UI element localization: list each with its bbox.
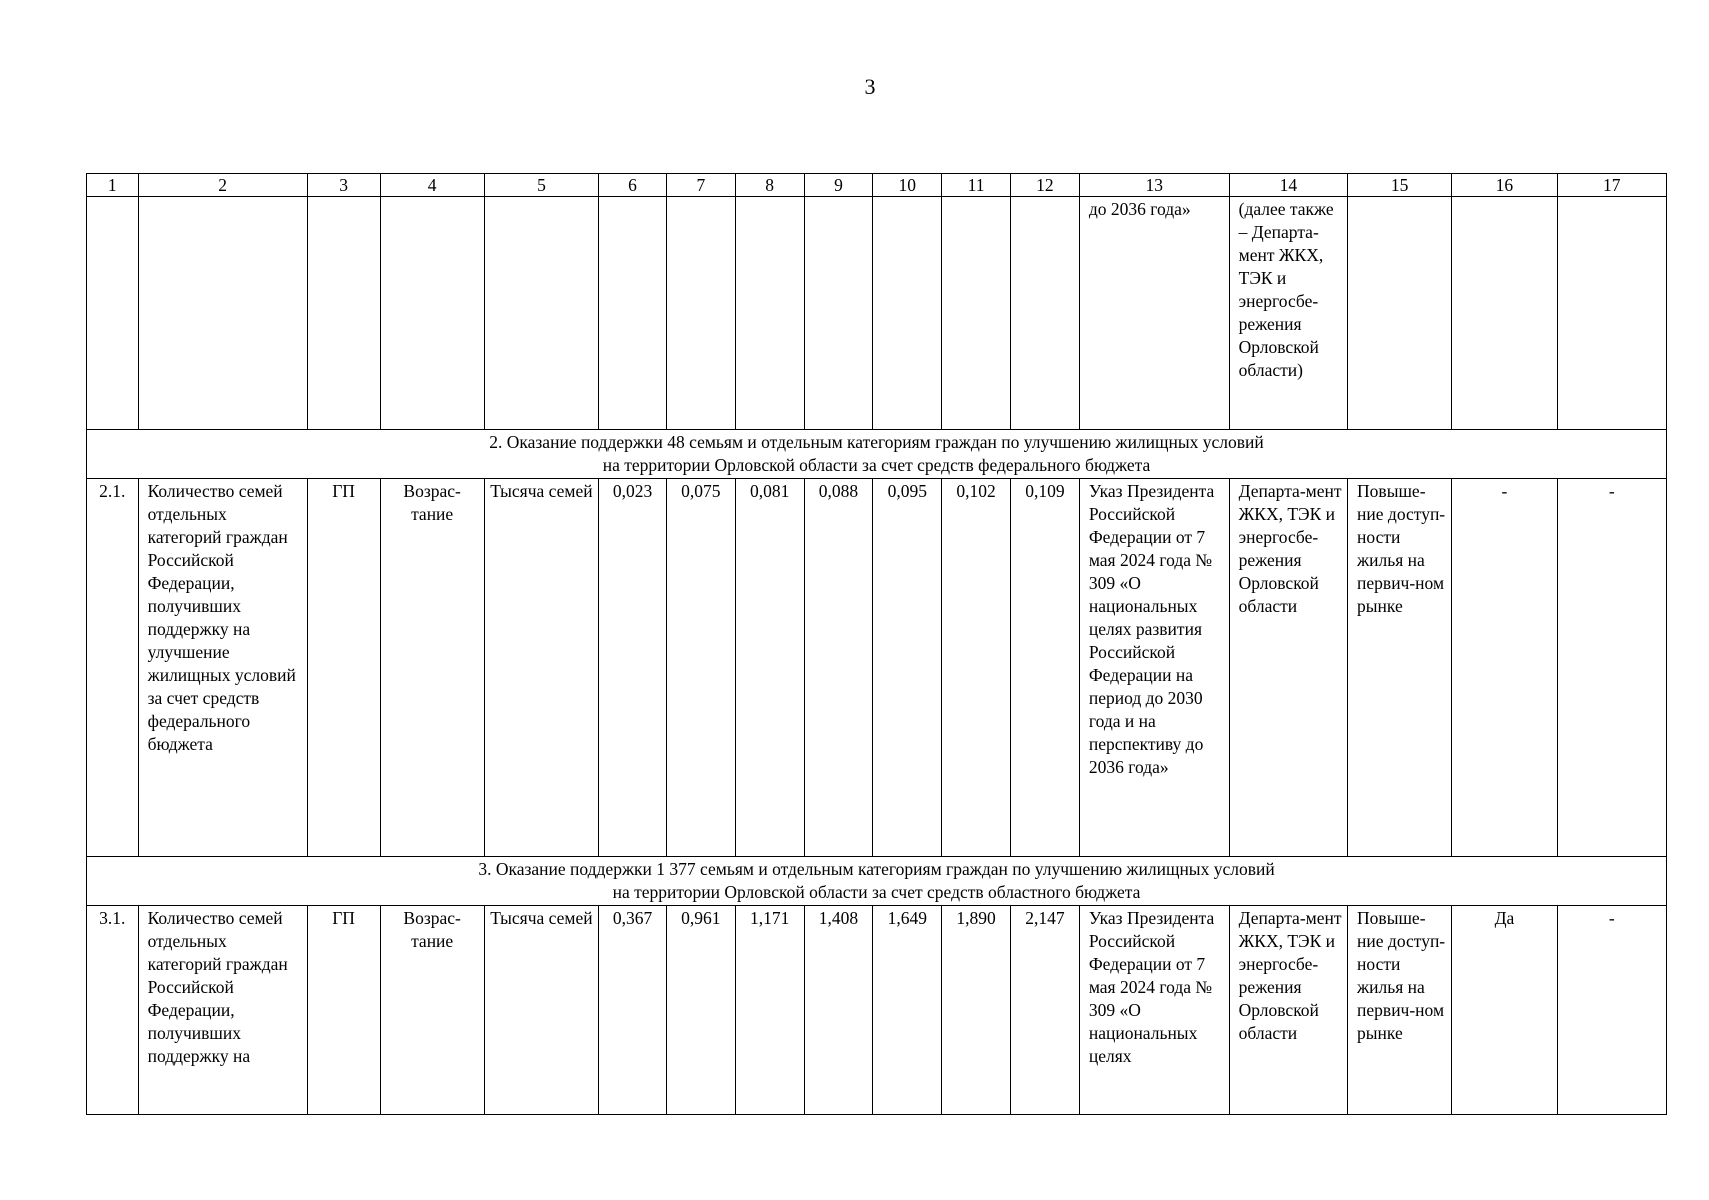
column-number: 5 xyxy=(484,174,598,197)
column-number: 2 xyxy=(138,174,307,197)
row-number: 3.1. xyxy=(87,906,139,1115)
section-heading-line: на территории Орловской области за счет средств областного бюджета xyxy=(612,881,1141,902)
responsible-cell: Департа-мент ЖКХ, ТЭК и энергосбе-режения Орловской области xyxy=(1229,479,1347,857)
value-cell: 0,088 xyxy=(804,479,873,857)
table-cell xyxy=(804,197,873,430)
document-basis-cell: Указ Президента Российской Федерации от 7 мая 2024 года № 309 «О национальных целях xyxy=(1079,906,1229,1115)
row-number: 2.1. xyxy=(87,479,139,857)
table-cell xyxy=(138,197,307,430)
column-number: 16 xyxy=(1452,174,1557,197)
column-number: 9 xyxy=(804,174,873,197)
section-heading-line: на территории Орловской области за счет средств федерального бюджета xyxy=(602,455,1151,476)
value-cell: 1,890 xyxy=(942,906,1011,1115)
column-number: 14 xyxy=(1229,174,1347,197)
column-number: 17 xyxy=(1557,174,1666,197)
column-number: 7 xyxy=(666,174,735,197)
table-cell xyxy=(380,197,484,430)
trend: Возрас-тание xyxy=(380,479,484,857)
goal-cell: Повыше-ние доступ-ности жилья на первич-ном рынке xyxy=(1348,906,1452,1115)
responsible-cell: (далее также – Департа-мент ЖКХ, ТЭК и энергосбе-режения Орловской области) xyxy=(1229,197,1347,430)
value-cell: 1,408 xyxy=(804,906,873,1115)
column-number: 11 xyxy=(942,174,1011,197)
section-3-heading-row xyxy=(87,856,1667,905)
section-2-heading-row xyxy=(87,430,1667,479)
section-heading-line: 3. Оказание поддержки 1 377 семьям и отдельным категориям граждан по улучшению жилищных условий xyxy=(478,858,1275,879)
goal-cell: Повыше-ние доступ-ности жилья на первич-ном рынке xyxy=(1348,479,1452,857)
column-number: 10 xyxy=(873,174,942,197)
responsible-cell: Департа-мент ЖКХ, ТЭК и энергосбе-режения Орловской области xyxy=(1229,906,1347,1115)
value-cell: 0,102 xyxy=(942,479,1011,857)
value-cell: 0,095 xyxy=(873,479,942,857)
table-cell xyxy=(599,197,667,430)
value-cell: 0,961 xyxy=(666,906,735,1115)
indicator-type: ГП xyxy=(307,479,380,857)
column-number: 12 xyxy=(1011,174,1080,197)
value-cell: 1,171 xyxy=(735,906,804,1115)
document-basis-cell: Указ Президента Российской Федерации от 7 мая 2024 года № 309 «О национальных целях развития Российской Федерации на период до 2030 года и на перспективу до 2036 года» xyxy=(1079,479,1229,857)
section-heading xyxy=(87,430,1667,479)
table-cell xyxy=(307,197,380,430)
table-cell xyxy=(1011,197,1080,430)
indicators-table xyxy=(86,173,1667,1115)
section-heading xyxy=(87,856,1667,905)
value-cell: 2,147 xyxy=(1011,906,1080,1115)
table-cell: Да xyxy=(1452,906,1557,1115)
table-cell xyxy=(735,197,804,430)
document-basis-cell: до 2036 года» xyxy=(1079,197,1229,430)
table-cell xyxy=(484,197,598,430)
indicator-type: ГП xyxy=(307,906,380,1115)
column-number: 8 xyxy=(735,174,804,197)
value-cell: 0,075 xyxy=(666,479,735,857)
table-cell: - xyxy=(1557,479,1666,857)
column-number: 3 xyxy=(307,174,380,197)
table-cell: - xyxy=(1452,479,1557,857)
table-cell xyxy=(942,197,1011,430)
value-cell: 0,367 xyxy=(599,906,667,1115)
table-cell xyxy=(1348,197,1452,430)
table-cell xyxy=(666,197,735,430)
column-number-row xyxy=(87,174,1667,197)
column-number: 6 xyxy=(599,174,667,197)
value-cell: 1,649 xyxy=(873,906,942,1115)
indicator-name: Количество семей отдельных категорий граждан Российской Федерации, получивших поддержку на улучшение жилищных условий за счет средств федерального бюджета xyxy=(138,479,307,857)
table-cell xyxy=(873,197,942,430)
value-cell: 0,109 xyxy=(1011,479,1080,857)
unit: Тысяча семей xyxy=(484,906,598,1115)
indicator-name: Количество семей отдельных категорий граждан Российской Федерации, получивших поддержку на xyxy=(138,906,307,1115)
table-row xyxy=(87,479,1667,857)
section-heading-line: 2. Оказание поддержки 48 семьям и отдельным категориям граждан по улучшению жилищных условий xyxy=(489,432,1264,453)
value-cell: 0,023 xyxy=(599,479,667,857)
table-cell: - xyxy=(1557,906,1666,1115)
continuation-row xyxy=(87,197,1667,430)
column-number: 13 xyxy=(1079,174,1229,197)
unit: Тысяча семей xyxy=(484,479,598,857)
value-cell: 0,081 xyxy=(735,479,804,857)
table-row xyxy=(87,906,1667,1115)
table-cell xyxy=(1452,197,1557,430)
table-cell xyxy=(87,197,139,430)
table-cell xyxy=(1557,197,1666,430)
column-number: 4 xyxy=(380,174,484,197)
column-number: 1 xyxy=(87,174,139,197)
column-number: 15 xyxy=(1348,174,1452,197)
page-number: 3 xyxy=(864,74,876,99)
trend: Возрас-тание xyxy=(380,906,484,1115)
